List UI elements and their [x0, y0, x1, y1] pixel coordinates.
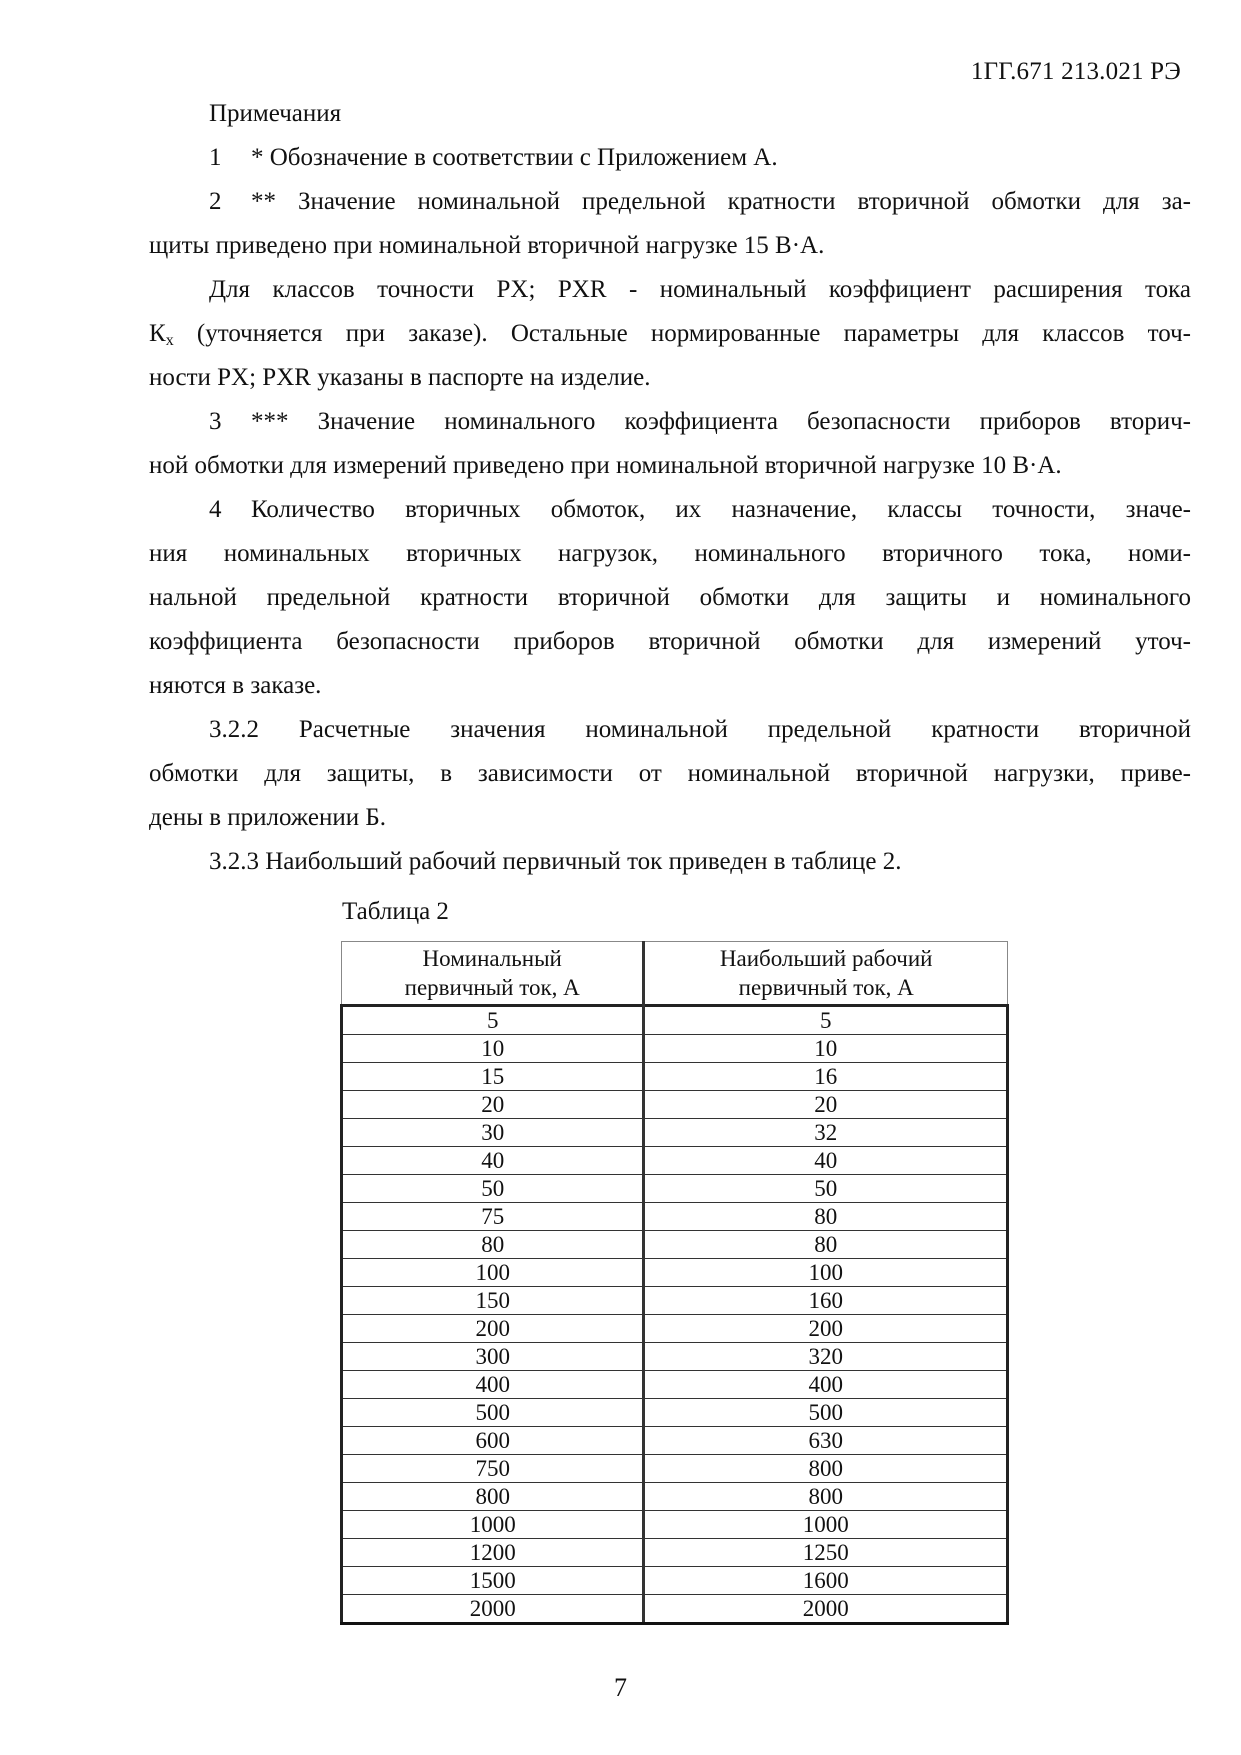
cell-nominal: 1500 — [342, 1567, 644, 1595]
note-4-line-2: ния номинальных вторичных нагрузок, номинального вторичного тока, номи- — [149, 540, 1191, 567]
k-subscript: x — [165, 332, 174, 349]
cell-max-working: 2000 — [644, 1595, 1008, 1624]
cell-max-working: 80 — [644, 1203, 1008, 1231]
header-line: Наибольший рабочий — [719, 946, 933, 971]
table-2 — [340, 941, 1009, 1625]
section-3-2-2-line-2: обмотки для защиты, в зависимости от номинальной вторичной нагрузки, приве- — [149, 760, 1191, 787]
note-text: Количество вторичных обмоток, их назначение, классы точности, значе- — [251, 496, 1191, 523]
cell-nominal: 600 — [342, 1427, 644, 1455]
cell-max-working: 40 — [644, 1147, 1008, 1175]
note-4-line-3: нальной предельной кратности вторичной обмотки для защиты и номинального — [149, 584, 1191, 611]
cell-nominal: 20 — [342, 1091, 644, 1119]
note-3-line-2: ной обмотки для измерений приведено при номинальной вторичной нагрузке 10 В·А. — [149, 452, 1062, 479]
note-2-line-1 — [149, 180, 1191, 224]
table-row — [342, 1287, 1008, 1315]
cell-max-working: 800 — [644, 1455, 1008, 1483]
note-number: 2 — [209, 188, 222, 215]
note-text: *** Значение номинального коэффициента безопасности приборов вторич- — [251, 408, 1191, 435]
cell-max-working: 160 — [644, 1287, 1008, 1315]
note-number: 4 — [209, 496, 222, 523]
note-text: (уточняется при заказе). Остальные нормированные параметры для классов точ- — [173, 320, 1191, 347]
note-1 — [149, 136, 1191, 180]
note-number: 3 — [209, 408, 222, 435]
table-row — [342, 1539, 1008, 1567]
k-symbol: К — [149, 320, 166, 347]
table-caption: Таблица 2 — [342, 898, 449, 925]
note-4-line-1 — [149, 488, 1191, 532]
cell-max-working: 80 — [644, 1231, 1008, 1259]
cell-nominal: 500 — [342, 1399, 644, 1427]
cell-nominal: 5 — [342, 1006, 644, 1035]
header-line: Номинальный — [422, 946, 562, 971]
cell-max-working: 1250 — [644, 1539, 1008, 1567]
table-row — [342, 1231, 1008, 1259]
page-number: 7 — [614, 1673, 627, 1702]
header-max-working-primary-current — [644, 942, 1008, 1006]
table-row — [342, 1259, 1008, 1287]
cell-max-working: 5 — [644, 1006, 1008, 1035]
table-row — [342, 1343, 1008, 1371]
header-line: первичный ток, А — [738, 975, 914, 1000]
cell-nominal: 750 — [342, 1455, 644, 1483]
table-row — [342, 1119, 1008, 1147]
cell-nominal: 150 — [342, 1287, 644, 1315]
table-row — [342, 1511, 1008, 1539]
cell-max-working: 1600 — [644, 1567, 1008, 1595]
table-header-row — [342, 942, 1008, 1006]
cell-max-working: 320 — [644, 1343, 1008, 1371]
note-2-extra-line-3: ности PX; PXR указаны в паспорте на изделие. — [149, 364, 651, 391]
table-row — [342, 1091, 1008, 1119]
table-row — [342, 1315, 1008, 1343]
note-4-line-4: коэффициента безопасности приборов вторичной обмотки для измерений уточ- — [149, 628, 1191, 655]
table-row — [342, 1595, 1008, 1624]
cell-max-working: 200 — [644, 1315, 1008, 1343]
cell-nominal: 10 — [342, 1035, 644, 1063]
section-3-2-2-line-1: 3.2.2 Расчетные значения номинальной предельной кратности вторичной — [209, 716, 1191, 743]
cell-nominal: 80 — [342, 1231, 644, 1259]
table-row — [342, 1483, 1008, 1511]
note-3-line-1 — [149, 400, 1191, 444]
page-body — [149, 92, 1191, 884]
table-row — [342, 1175, 1008, 1203]
table-row — [342, 1035, 1008, 1063]
cell-max-working: 100 — [644, 1259, 1008, 1287]
cell-nominal: 75 — [342, 1203, 644, 1231]
cell-max-working: 10 — [644, 1035, 1008, 1063]
table-row — [342, 1006, 1008, 1035]
section-3-2-2-line-3: дены в приложении Б. — [149, 804, 386, 831]
table-row — [342, 1399, 1008, 1427]
section-3-2-3: 3.2.3 Наибольший рабочий первичный ток приведен в таблице 2. — [209, 848, 902, 875]
table-row — [342, 1371, 1008, 1399]
document-code: 1ГГ.671 213.021 РЭ — [970, 58, 1181, 85]
cell-max-working: 500 — [644, 1399, 1008, 1427]
header-nominal-primary-current — [342, 942, 644, 1006]
cell-max-working: 50 — [644, 1175, 1008, 1203]
table-row — [342, 1455, 1008, 1483]
table-row — [342, 1063, 1008, 1091]
table-row — [342, 1427, 1008, 1455]
cell-max-working: 32 — [644, 1119, 1008, 1147]
cell-nominal: 200 — [342, 1315, 644, 1343]
cell-nominal: 2000 — [342, 1595, 644, 1624]
cell-nominal: 300 — [342, 1343, 644, 1371]
note-2-extra-line-2 — [149, 312, 1191, 356]
header-line: первичный ток, А — [404, 975, 580, 1000]
note-2-extra-line-1: Для классов точности PX; PXR - номинальный коэффициент расширения тока — [209, 276, 1191, 303]
cell-nominal: 100 — [342, 1259, 644, 1287]
note-text: ** Значение номинальной предельной кратности вторичной обмотки для за- — [251, 188, 1191, 215]
notes-title: Примечания — [209, 100, 342, 127]
cell-max-working: 800 — [644, 1483, 1008, 1511]
cell-nominal: 50 — [342, 1175, 644, 1203]
table-row — [342, 1147, 1008, 1175]
cell-nominal: 30 — [342, 1119, 644, 1147]
cell-nominal: 40 — [342, 1147, 644, 1175]
cell-nominal: 400 — [342, 1371, 644, 1399]
cell-max-working: 20 — [644, 1091, 1008, 1119]
note-4-line-5: няются в заказе. — [149, 672, 322, 699]
cell-nominal: 800 — [342, 1483, 644, 1511]
cell-max-working: 1000 — [644, 1511, 1008, 1539]
table-row — [342, 1567, 1008, 1595]
cell-nominal: 1200 — [342, 1539, 644, 1567]
table-row — [342, 1203, 1008, 1231]
note-2-line-2: щиты приведено при номинальной вторичной нагрузке 15 В·А. — [149, 232, 825, 259]
cell-max-working: 16 — [644, 1063, 1008, 1091]
cell-nominal: 15 — [342, 1063, 644, 1091]
note-text: * Обозначение в соответствии с Приложением А. — [251, 144, 778, 171]
cell-nominal: 1000 — [342, 1511, 644, 1539]
cell-max-working: 400 — [644, 1371, 1008, 1399]
cell-max-working: 630 — [644, 1427, 1008, 1455]
note-number: 1 — [209, 144, 222, 171]
